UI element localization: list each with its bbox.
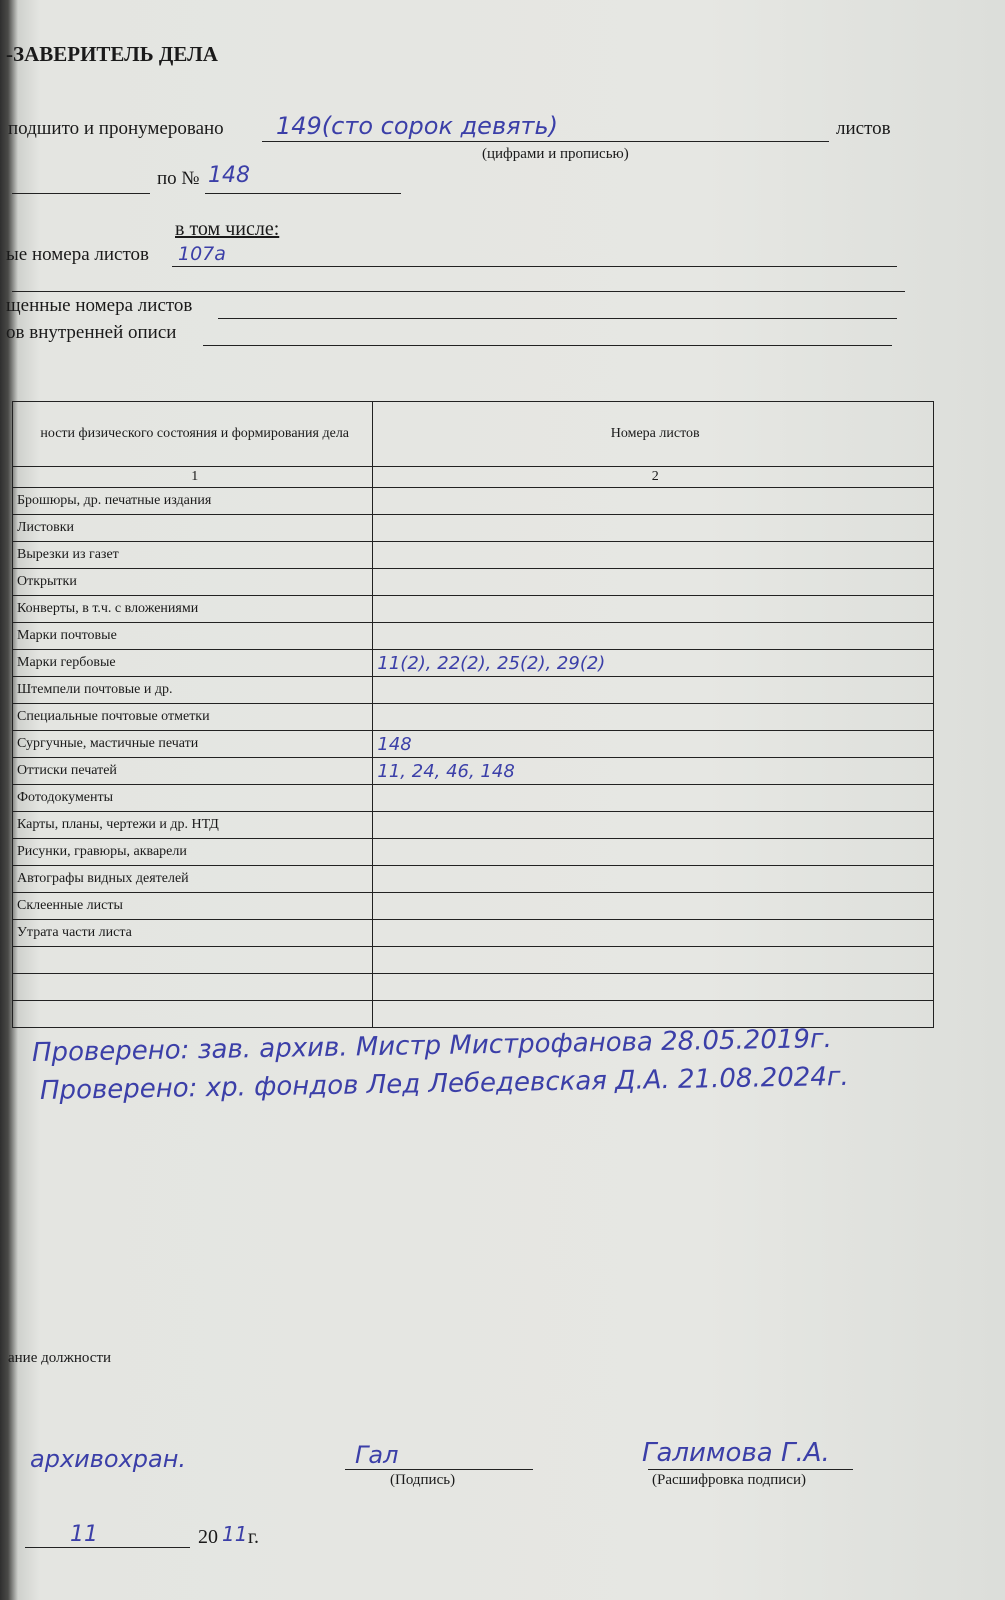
decode-value: Галимова Г.А. xyxy=(642,1438,830,1468)
row-label xyxy=(13,974,373,1001)
sheets-underline xyxy=(262,141,829,142)
row-value xyxy=(373,893,934,920)
sheets-value: 149(сто сорок девять) xyxy=(276,112,559,140)
table-row xyxy=(13,596,934,623)
verification-note-1: Проверено: зав. архив. Мистр Мистрофанова 28.05.2019г. xyxy=(31,1024,833,1068)
row-value xyxy=(373,623,934,650)
row-value xyxy=(373,1001,934,1028)
decode-line xyxy=(648,1469,853,1470)
letter-numbers-label: ые номера листов xyxy=(6,244,150,265)
row-value xyxy=(373,704,934,731)
date-year: 11 xyxy=(222,1522,248,1546)
position-label: ание должности xyxy=(8,1350,112,1366)
sheets-suffix: листов xyxy=(836,118,891,139)
row-label xyxy=(13,1001,373,1028)
table-row xyxy=(13,731,934,758)
decode-label: (Расшифровка подписи) xyxy=(652,1472,806,1488)
row-value xyxy=(373,974,934,1001)
row-value xyxy=(373,785,934,812)
table-row xyxy=(13,785,934,812)
table-row xyxy=(13,839,934,866)
table-row xyxy=(13,623,934,650)
numbers-underline xyxy=(205,193,401,194)
row-label: Специальные почтовые отметки xyxy=(13,704,373,731)
table-row xyxy=(13,515,934,542)
row-value xyxy=(373,812,934,839)
physical-state-table xyxy=(12,401,934,1028)
table-row xyxy=(13,704,934,731)
row-value: 148 xyxy=(373,731,934,758)
numbers-leading-line xyxy=(12,193,150,194)
row-value: 11, 24, 46, 148 xyxy=(373,758,934,785)
row-label: Конверты, в т.ч. с вложениями xyxy=(13,596,373,623)
signature-value: Гал xyxy=(355,1441,399,1469)
missed-numbers-label: щенные номера листов xyxy=(6,295,193,316)
row-label: Оттиски печатей xyxy=(13,758,373,785)
table-row xyxy=(13,812,934,839)
blank-line xyxy=(12,291,905,292)
table-header-features: ности физического состояния и формирования дела xyxy=(13,402,373,467)
numbers-value: 148 xyxy=(208,163,250,188)
row-value xyxy=(373,569,934,596)
row-label: Листовки xyxy=(13,515,373,542)
row-value xyxy=(373,488,934,515)
table-col-number-2: 2 xyxy=(373,467,934,488)
row-label: Карты, планы, чертежи и др. НТД xyxy=(13,812,373,839)
table-row xyxy=(13,866,934,893)
table-row xyxy=(13,893,934,920)
table-row xyxy=(13,650,934,677)
letter-numbers-value: 107а xyxy=(178,243,226,265)
row-value xyxy=(373,947,934,974)
numbers-label: по № xyxy=(157,168,200,189)
row-value: 11(2), 22(2), 25(2), 29(2) xyxy=(373,650,934,677)
row-label: Марки гербовые xyxy=(13,650,373,677)
row-label: Автографы видных деятелей xyxy=(13,866,373,893)
row-label xyxy=(13,947,373,974)
row-label: Открытки xyxy=(13,569,373,596)
row-label: Вырезки из газет xyxy=(13,542,373,569)
row-value xyxy=(373,920,934,947)
table-row xyxy=(13,920,934,947)
date-day-line xyxy=(25,1547,190,1548)
table-row xyxy=(13,569,934,596)
signature-line xyxy=(345,1469,533,1470)
inner-inventory-label: ов внутренней описи xyxy=(6,322,177,343)
table-row xyxy=(13,488,934,515)
inner-inventory-underline xyxy=(203,345,892,346)
including-label: в том числе: xyxy=(175,218,280,240)
row-label: Утрата части листа xyxy=(13,920,373,947)
letter-numbers-underline xyxy=(172,266,897,267)
table-header-sheet-numbers: Номера листов xyxy=(373,402,934,467)
row-value xyxy=(373,866,934,893)
date-day: 11 xyxy=(70,1522,98,1547)
row-label: Брошюры, др. печатные издания xyxy=(13,488,373,515)
row-label: Сургучные, мастичные печати xyxy=(13,731,373,758)
table-row xyxy=(13,758,934,785)
signature-label: (Подпись) xyxy=(390,1472,456,1488)
table-row xyxy=(13,1001,934,1028)
table-row xyxy=(13,974,934,1001)
table-row xyxy=(13,677,934,704)
missed-numbers-underline xyxy=(218,318,897,319)
row-value xyxy=(373,839,934,866)
row-label: Рисунки, гравюры, акварели xyxy=(13,839,373,866)
date-suffix: г. xyxy=(248,1526,259,1548)
row-value xyxy=(373,596,934,623)
row-label: Штемпели почтовые и др. xyxy=(13,677,373,704)
row-value xyxy=(373,542,934,569)
sheets-label: подшито и пронумеровано xyxy=(8,118,224,139)
row-value xyxy=(373,515,934,542)
row-value xyxy=(373,677,934,704)
table-row xyxy=(13,542,934,569)
table-col-number-1: 1 xyxy=(13,467,373,488)
row-label: Склеенные листы xyxy=(13,893,373,920)
sheets-hint: (цифрами и прописью) xyxy=(482,146,629,162)
date-year-prefix: 20 xyxy=(198,1526,218,1548)
position-value: архивохран. xyxy=(30,1445,187,1473)
page-title: -ЗАВЕРИТЕЛЬ ДЕЛА xyxy=(6,42,218,66)
verification-note-2: Проверено: хр. фондов Лед Лебедевская Д.А. 21.08.2024г. xyxy=(39,1061,850,1106)
table-row xyxy=(13,947,934,974)
row-label: Марки почтовые xyxy=(13,623,373,650)
row-label: Фотодокументы xyxy=(13,785,373,812)
